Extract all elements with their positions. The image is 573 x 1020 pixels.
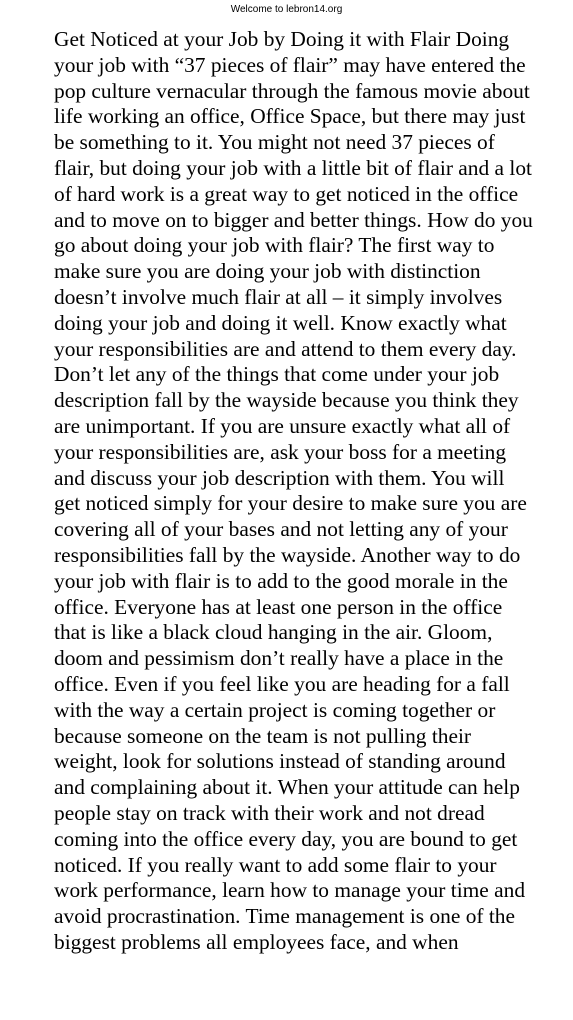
article (54, 27, 534, 956)
article-body: Doing your job with “37 pieces of flair” may have entered the pop culture vernacular through the famous movie about life working an office, Office Space, but there may just be something to it. You might not need 37 pieces of flair, but doing your job with a little bit of flair and a lot of hard work is a great way to get noticed in the office and to move on to bigger and better things. How do you go about doing your job with flair? The first way to make sure you are doing your job with distinction doesn’t involve much flair at all – it simply involves doing your job and doing it well. Know exactly what your responsibilities are and attend to them every day. Don’t let any of the things that come under your job description fall by the wayside because you think they are unimportant. If you are unsure exactly what all of your responsibilities are, ask your boss for a meeting and discuss your job description with them. You will get noticed simply for your desire to make sure you are covering all of your bases and not letting any of your responsibilities fall by the wayside. Another way to do your job with flair is to add to the good morale in the office. Everyone has at least one person in the office that is like a black cloud hanging in the air. Gloom, doom and pessimism don’t really have a place in the office. Even if you feel like you are heading for a fall with the way a certain project is coming together or because someone on the team is not pulling their weight, look for solutions instead of standing around and complaining about it. When your attitude can help people stay on track with their work and not dread coming into the office every day, you are bound to get noticed. If you really want to add some flair to your work performance, learn how to manage your time and avoid procrastination. Time management is one of the biggest problems all employees face, and when (54, 27, 533, 954)
article-title: Get Noticed at your Job by Doing it with Flair (54, 27, 451, 51)
site-title: Welcome to lebron14.org (230, 4, 343, 15)
